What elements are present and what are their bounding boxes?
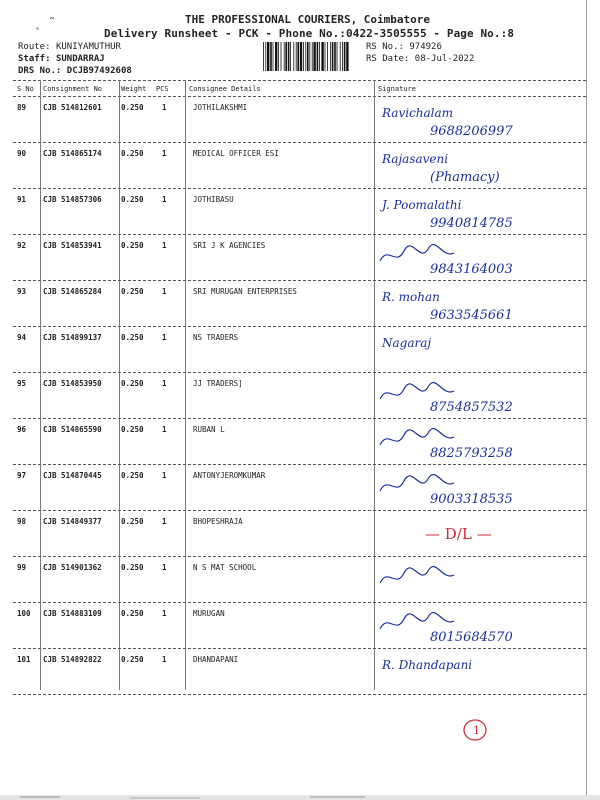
handwritten-signature	[370, 237, 580, 281]
route-staff-block	[18, 41, 132, 77]
barcode-bar	[317, 42, 319, 71]
handwritten-signature	[370, 605, 580, 649]
row-weight: 0.250	[121, 517, 144, 526]
signature-phone: (Phamacy)	[430, 170, 500, 185]
signature-phone: 9843164003	[430, 262, 513, 277]
row-consignee: NS TRADERS	[193, 333, 239, 342]
row-weight: 0.250	[121, 149, 144, 158]
signature-phone: 9003318535	[430, 492, 513, 507]
scan-mark: ˛ ˜	[34, 16, 56, 30]
signature-name: R. Dhandapani	[382, 658, 473, 672]
staff-line: Staff: SUNDARRAJ	[18, 54, 105, 64]
handwritten-signature	[370, 559, 580, 603]
col-header-pcs: PCS	[156, 85, 169, 93]
row-consignee: DHANDAPANI	[193, 655, 239, 664]
rs-info-block	[366, 41, 474, 65]
row-consignment-no: CJB 514901362	[43, 563, 102, 572]
row-consignee: SRI MURUGAN ENTERPRISES	[193, 287, 297, 296]
row-sno: 98	[17, 517, 27, 526]
handwritten-signature	[370, 191, 580, 235]
signature-name: Rajasaveni	[382, 152, 449, 166]
row-consignee: MEDICAL OFFICER ESI	[193, 149, 279, 158]
barcode-bar	[263, 42, 264, 71]
barcode-bar	[288, 42, 290, 71]
barcode-bar	[284, 42, 285, 71]
signature-phone: 8015684570	[430, 630, 513, 645]
row-pcs: 1	[162, 287, 167, 296]
row-consignment-no: CJB 514849377	[43, 517, 102, 526]
row-consignee: MURUGAN	[193, 609, 225, 618]
row-pcs: 1	[162, 149, 167, 158]
signature-name: R. mohan	[382, 290, 440, 304]
handwritten-signature	[370, 651, 580, 695]
row-weight: 0.250	[121, 379, 144, 388]
row-weight: 0.250	[121, 241, 144, 250]
handwritten-signature	[370, 467, 580, 511]
barcode-bar	[290, 42, 291, 71]
row-weight: 0.250	[121, 563, 144, 572]
row-pcs: 1	[162, 195, 167, 204]
row-consignment-no: CJB 514865590	[43, 425, 102, 434]
row-pcs: 1	[162, 655, 167, 664]
barcode-bar	[340, 42, 341, 71]
barcode-bar	[309, 42, 310, 71]
barcode-bar	[319, 42, 320, 71]
signature-phone: 9940814785	[430, 216, 513, 231]
signature-name: Nagaraj	[382, 336, 432, 350]
signature-phone: 9688206997	[430, 124, 513, 139]
row-consignee: N S MAT SCHOOL	[193, 563, 257, 572]
page-number-circle	[462, 717, 488, 743]
barcode-bar	[307, 42, 309, 71]
drs-line: DRS No.: DCJB97492608	[18, 66, 132, 76]
row-consignment-no: CJB 514899137	[43, 333, 102, 342]
rs-no-value: 974926	[409, 42, 442, 52]
barcode-bar	[337, 42, 338, 71]
barcode-bar	[293, 42, 294, 71]
col-header-sno: S No	[17, 85, 34, 93]
barcode-bar	[313, 42, 315, 71]
row-consignment-no: CJB 514812601	[43, 103, 102, 112]
row-sno: 90	[17, 149, 27, 158]
barcode-bar	[270, 42, 272, 71]
runsheet-title: Delivery Runsheet - PCK - Phone No.:0422-3505555 - Page No.:8	[104, 27, 515, 40]
barcode-bar	[327, 42, 328, 71]
barcode-bar	[281, 42, 282, 71]
row-pcs: 1	[162, 609, 167, 618]
table-row	[0, 235, 600, 281]
row-pcs: 1	[162, 103, 167, 112]
table-row	[0, 327, 600, 373]
row-sno: 97	[17, 471, 27, 480]
row-pcs: 1	[162, 517, 167, 526]
row-weight: 0.250	[121, 655, 144, 664]
row-weight: 0.250	[121, 425, 144, 434]
row-consignee: SRI J K AGENCIES	[193, 241, 266, 250]
row-weight: 0.250	[121, 609, 144, 618]
barcode-bar	[346, 42, 348, 71]
signature-phone: 8754857532	[430, 400, 513, 415]
row-consignment-no: CJB 514857306	[43, 195, 102, 204]
scan-bottom-noise	[0, 790, 600, 800]
signature-scribble	[380, 613, 454, 629]
header-top-rule	[13, 80, 586, 81]
row-consignee: JOTHILAKSHMI	[193, 103, 248, 112]
barcode-bar	[275, 42, 277, 71]
barcode-bar	[342, 42, 343, 71]
barcode-bar	[265, 42, 266, 71]
barcode-bar	[344, 42, 346, 71]
row-consignee: JJ TRADERS]	[193, 379, 243, 388]
row-sno: 100	[17, 609, 31, 618]
table-row	[0, 97, 600, 143]
page-mark-text: 1	[473, 724, 480, 737]
col-header-signature: Signature	[378, 85, 416, 93]
row-consignment-no: CJB 514892822	[43, 655, 102, 664]
row-sno: 93	[17, 287, 27, 296]
row-sno: 94	[17, 333, 27, 342]
handwritten-signature	[370, 99, 580, 143]
barcode-bar	[267, 42, 269, 71]
company-title: THE PROFESSIONAL COURIERS, Coimbatore	[185, 13, 431, 26]
row-sno: 101	[17, 655, 31, 664]
row-consignee: BHOPESHRAJA	[193, 517, 243, 526]
row-pcs: 1	[162, 241, 167, 250]
barcode-bar	[303, 42, 304, 71]
row-consignment-no: CJB 514853941	[43, 241, 102, 250]
signature-name: J. Poomalathi	[382, 198, 462, 212]
barcode-bar	[300, 42, 302, 71]
row-sno: 91	[17, 195, 27, 204]
signature-phone: 9633545661	[430, 308, 513, 323]
table-row	[0, 143, 600, 189]
row-consignee: ANTONYJEROMKUMAR	[193, 471, 266, 480]
row-weight: 0.250	[121, 103, 144, 112]
row-consignment-no: CJB 514865284	[43, 287, 102, 296]
signature-scribble	[380, 475, 454, 491]
barcode-bar	[296, 42, 297, 71]
row-weight: 0.250	[121, 333, 144, 342]
barcode-bar	[330, 42, 331, 71]
barcode-bar	[297, 42, 299, 71]
row-weight: 0.250	[121, 471, 144, 480]
barcode-bar	[312, 42, 313, 71]
row-pcs: 1	[162, 333, 167, 342]
handwritten-signature	[370, 421, 580, 465]
col-header-weight: Weight	[121, 85, 147, 93]
row-pcs: 1	[162, 563, 167, 572]
row-consignee: JOTHIBASU	[193, 195, 234, 204]
barcode-bar	[325, 42, 326, 71]
rs-date-line: RS Date: 08-Jul-2022	[366, 54, 475, 64]
row-divider	[13, 694, 586, 695]
handwritten-signature	[370, 329, 580, 373]
table-row	[0, 373, 600, 419]
row-pcs: 1	[162, 425, 167, 434]
col-header-consignment: Consignment No	[43, 85, 103, 93]
row-weight: 0.250	[121, 195, 144, 204]
row-sno: 89	[17, 103, 27, 112]
signature-name: Ravichalam	[382, 106, 454, 120]
barcode-bar	[334, 42, 336, 71]
row-consignment-no: CJB 514865174	[43, 149, 102, 158]
signature-phone: 8825793258	[430, 446, 513, 461]
row-weight: 0.250	[121, 287, 144, 296]
row-consignment-no: CJB 514883109	[43, 609, 102, 618]
row-sno: 96	[17, 425, 27, 434]
row-sno: 92	[17, 241, 27, 250]
rs-date-value: 08-Jul-2022	[414, 54, 475, 64]
table-row	[0, 189, 600, 235]
signature-scribble	[380, 383, 454, 399]
row-pcs: 1	[162, 471, 167, 480]
col-header-consignee: Consignee Details	[189, 85, 261, 93]
barcode-bar	[321, 42, 323, 71]
route-line: Route: KUNIYAMUTHUR	[18, 42, 121, 52]
barcode-bar	[278, 42, 279, 71]
signature-scribble	[380, 567, 454, 583]
handwritten-signature	[370, 283, 580, 327]
rs-no-line: RS No.: 974926	[366, 42, 442, 52]
table-row	[0, 281, 600, 327]
barcode-bar	[273, 42, 274, 71]
signature-name: — D/L —	[425, 525, 492, 543]
handwritten-signature	[370, 145, 580, 189]
table-row	[0, 557, 600, 603]
row-consignee: RUBAN L	[193, 425, 225, 434]
signature-scribble	[380, 245, 454, 261]
barcode-bar	[332, 42, 334, 71]
row-sno: 95	[17, 379, 27, 388]
row-consignment-no: CJB 514870445	[43, 471, 102, 480]
barcode-bar	[305, 42, 306, 71]
staff-value: SUNDARRAJ	[55, 54, 105, 64]
table-row	[0, 419, 600, 465]
handwritten-signature	[370, 375, 580, 419]
table-row	[0, 511, 600, 557]
barcode-bar	[285, 42, 287, 71]
table-row	[0, 603, 600, 649]
table-row	[0, 465, 600, 511]
row-consignment-no: CJB 514853950	[43, 379, 102, 388]
handwritten-signature	[370, 513, 580, 557]
route-value: KUNIYAMUTHUR	[55, 42, 121, 52]
row-pcs: 1	[162, 379, 167, 388]
barcode-image	[263, 42, 349, 71]
table-row	[0, 649, 600, 695]
drs-value: DCJB97492608	[66, 66, 132, 76]
row-sno: 99	[17, 563, 27, 572]
signature-scribble	[380, 429, 454, 445]
